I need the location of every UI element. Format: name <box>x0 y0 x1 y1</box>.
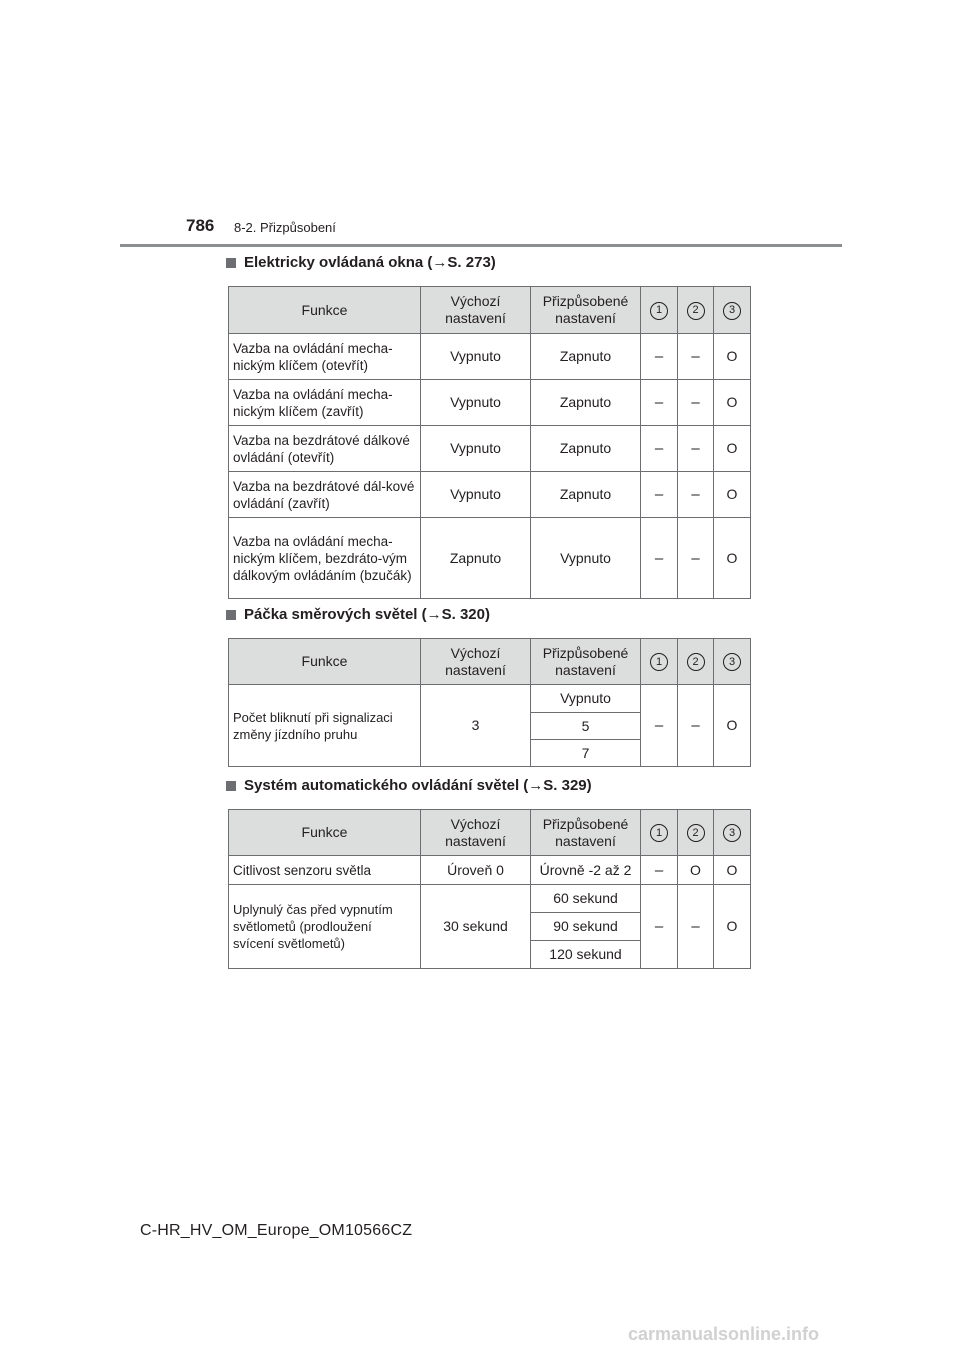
cell-c2: – <box>678 885 714 969</box>
circled-2-icon: 2 <box>687 653 705 671</box>
section-heading-power-windows <box>226 254 496 271</box>
cell-c1: – <box>641 334 678 380</box>
chapter-title: 8-2. Přizpůsobení <box>234 220 336 235</box>
cell-default: Vypnuto <box>421 472 531 518</box>
col-2 <box>678 810 714 856</box>
col-custom: Přizpůsobené nastavení <box>531 810 641 856</box>
cell-custom: Vypnuto <box>531 518 641 599</box>
cell-function: Vazba na ovládání mecha-nickým klíčem (zavřít) <box>229 380 421 426</box>
cell-default: Úroveň 0 <box>421 856 531 885</box>
cell-default: Vypnuto <box>421 380 531 426</box>
table-row <box>229 856 751 885</box>
circled-1-icon: 1 <box>650 653 668 671</box>
cell-c3: O <box>714 685 751 767</box>
cell-c1: – <box>641 685 678 767</box>
cell-c1: – <box>641 856 678 885</box>
section-heading-auto-lights <box>226 777 592 794</box>
cell-c2: – <box>678 685 714 767</box>
col-function: Funkce <box>229 810 421 856</box>
cell-c3: O <box>714 380 751 426</box>
col-3 <box>714 639 751 685</box>
cell-function: Počet bliknutí při signalizaci změny jízdního pruhu <box>229 685 421 767</box>
section-title: Páčka směrových světel (→S. 320) <box>244 606 490 623</box>
col-custom: Přizpůsobené nastavení <box>531 287 641 334</box>
cell-custom: Zapnuto <box>531 380 641 426</box>
cell-function: Vazba na bezdrátové dálkové ovládání (otevřít) <box>229 426 421 472</box>
cell-default: Vypnuto <box>421 426 531 472</box>
cell-custom-option: 90 sekund <box>531 913 641 941</box>
cell-custom-option: 60 sekund <box>531 885 641 913</box>
cell-c1: – <box>641 380 678 426</box>
col-1 <box>641 639 678 685</box>
cell-c2: – <box>678 334 714 380</box>
col-function: Funkce <box>229 287 421 334</box>
table-row <box>229 426 751 472</box>
table-header-row <box>229 639 751 685</box>
cell-function: Citlivost senzoru světla <box>229 856 421 885</box>
cell-c3: O <box>714 518 751 599</box>
col-default: Výchozí nastavení <box>421 287 531 334</box>
col-function: Funkce <box>229 639 421 685</box>
table-row <box>229 518 751 599</box>
col-default: Výchozí nastavení <box>421 810 531 856</box>
cell-c3: O <box>714 334 751 380</box>
circled-2-icon: 2 <box>687 824 705 842</box>
section-title: Systém automatického ovládání světel (→S. 329) <box>244 777 592 794</box>
col-3 <box>714 287 751 334</box>
section-heading-turn-signal <box>226 606 490 623</box>
col-1 <box>641 287 678 334</box>
cell-custom: Úrovně -2 až 2 <box>531 856 641 885</box>
cell-c3: O <box>714 856 751 885</box>
cell-c2: O <box>678 856 714 885</box>
cell-c2: – <box>678 518 714 599</box>
circled-3-icon: 3 <box>723 653 741 671</box>
cell-custom-option: 7 <box>531 740 641 767</box>
cell-c3: O <box>714 472 751 518</box>
square-bullet-icon <box>226 781 236 791</box>
cell-default: 30 sekund <box>421 885 531 969</box>
page-number: 786 <box>186 216 215 235</box>
turn-signal-table <box>228 638 751 767</box>
cell-c2: – <box>678 380 714 426</box>
table-header-row <box>229 287 751 334</box>
col-2 <box>678 287 714 334</box>
cell-c1: – <box>641 426 678 472</box>
cell-default: Zapnuto <box>421 518 531 599</box>
table-row <box>229 334 751 380</box>
circled-3-icon: 3 <box>723 302 741 320</box>
auto-lights-table <box>228 809 751 969</box>
cell-function: Vazba na ovládání mecha-nickým klíčem, bezdráto-vým dálkovým ovládáním (bzučák) <box>229 518 421 599</box>
cell-custom: Zapnuto <box>531 426 641 472</box>
circled-2-icon: 2 <box>687 302 705 320</box>
section-title: Elektricky ovládaná okna (→S. 273) <box>244 254 496 271</box>
circled-1-icon: 1 <box>650 302 668 320</box>
square-bullet-icon <box>226 258 236 268</box>
cell-c1: – <box>641 518 678 599</box>
circled-1-icon: 1 <box>650 824 668 842</box>
cell-c3: O <box>714 885 751 969</box>
cell-custom-option: Vypnuto <box>531 685 641 713</box>
table-header-row <box>229 810 751 856</box>
document-code: C-HR_HV_OM_Europe_OM10566CZ <box>140 1222 413 1239</box>
col-3 <box>714 810 751 856</box>
circled-3-icon: 3 <box>723 824 741 842</box>
cell-c2: – <box>678 426 714 472</box>
col-custom: Přizpůsobené nastavení <box>531 639 641 685</box>
col-1 <box>641 810 678 856</box>
power-windows-table <box>228 286 751 599</box>
cell-custom: Zapnuto <box>531 472 641 518</box>
col-2 <box>678 639 714 685</box>
cell-c2: – <box>678 472 714 518</box>
table-row <box>229 685 751 713</box>
cell-custom: Zapnuto <box>531 334 641 380</box>
cell-function: Uplynulý čas před vypnutím světlometů (prodloužení svícení světlometů) <box>229 885 421 969</box>
cell-default: Vypnuto <box>421 334 531 380</box>
cell-c1: – <box>641 885 678 969</box>
cell-c1: – <box>641 472 678 518</box>
square-bullet-icon <box>226 610 236 620</box>
header-divider <box>120 244 842 247</box>
cell-custom-option: 5 <box>531 713 641 740</box>
col-default: Výchozí nastavení <box>421 639 531 685</box>
cell-function: Vazba na bezdrátové dál-kové ovládání (zavřít) <box>229 472 421 518</box>
cell-c3: O <box>714 426 751 472</box>
cell-custom-option: 120 sekund <box>531 941 641 969</box>
table-row <box>229 885 751 913</box>
watermark: carmanualsonline.info <box>628 1324 820 1344</box>
cell-default: 3 <box>421 685 531 767</box>
table-row <box>229 472 751 518</box>
cell-function: Vazba na ovládání mecha-nickým klíčem (otevřít) <box>229 334 421 380</box>
table-row <box>229 380 751 426</box>
